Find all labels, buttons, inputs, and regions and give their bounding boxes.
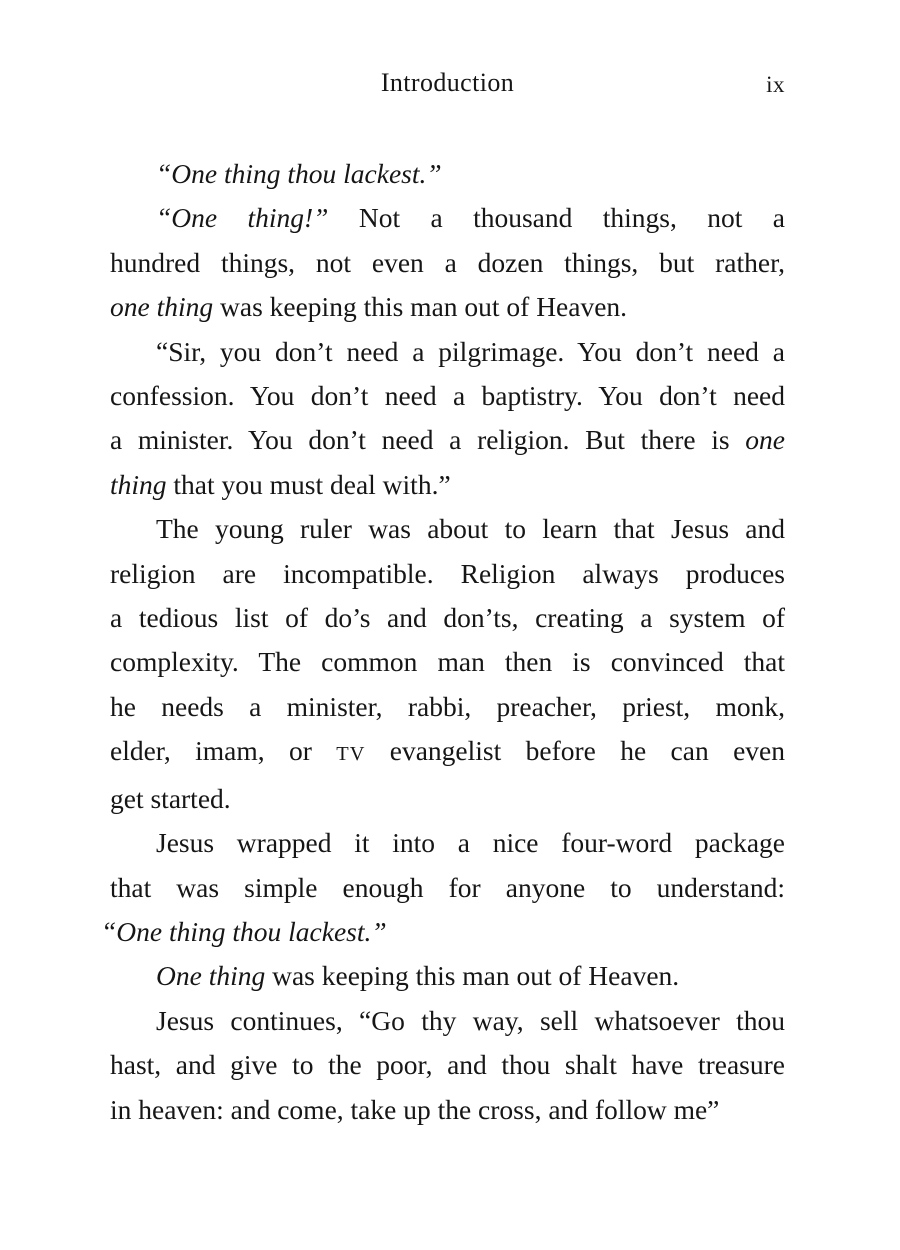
text-run: thing bbox=[110, 468, 167, 500]
paragraph bbox=[110, 196, 785, 329]
text-line bbox=[110, 729, 785, 776]
text-line bbox=[110, 640, 785, 684]
text-run: confession. You don’t need a baptistry. You don’t need bbox=[110, 380, 785, 412]
page-body bbox=[101, 152, 785, 1132]
text-line bbox=[110, 152, 785, 196]
page-number: ix bbox=[766, 72, 785, 97]
text-run: get started. bbox=[110, 782, 231, 814]
text-run: was keeping this man out of Heaven. bbox=[213, 291, 628, 323]
page-title: Introduction bbox=[380, 68, 515, 97]
paragraph bbox=[110, 999, 785, 1132]
text-run: a tedious list of do’s and don’ts, creating a system of bbox=[110, 602, 785, 634]
paragraph bbox=[110, 507, 785, 821]
text-run: “One thing!” bbox=[156, 202, 329, 234]
text-line bbox=[101, 910, 785, 954]
paragraph bbox=[110, 152, 785, 196]
text-line bbox=[110, 463, 785, 507]
text-run: elder, imam, or bbox=[110, 735, 337, 767]
paragraph bbox=[110, 954, 785, 998]
text-run: evangelist before he can even bbox=[365, 735, 785, 767]
text-line bbox=[110, 552, 785, 596]
text-run: that you must deal with.” bbox=[166, 468, 451, 500]
text-run: The young ruler was about to learn that Jesus and bbox=[156, 513, 785, 545]
text-line bbox=[110, 596, 785, 640]
text-line bbox=[110, 821, 785, 865]
text-run: Jesus wrapped it into a nice four-word package bbox=[156, 827, 785, 859]
text-run: “One thing thou lackest.” bbox=[156, 158, 442, 189]
text-line bbox=[110, 374, 785, 418]
paragraph bbox=[110, 330, 785, 508]
text-line bbox=[110, 954, 785, 998]
text-run: Not a thousand things, not a bbox=[328, 202, 785, 234]
text-run: one bbox=[745, 424, 785, 456]
text-run: One thing bbox=[156, 960, 266, 992]
text-run: complexity. The common man then is convinced that bbox=[110, 646, 785, 678]
page-header bbox=[110, 68, 785, 102]
text-run: a minister. You don’t need a religion. But there is bbox=[110, 424, 746, 456]
text-line bbox=[110, 285, 785, 329]
text-run: “Sir, you don’t need a pilgrimage. You don’t need a bbox=[156, 335, 785, 367]
text-line bbox=[110, 418, 785, 462]
text-run: Jesus continues, “Go thy way, sell whatsoever thou bbox=[156, 1004, 785, 1036]
text-line bbox=[110, 866, 785, 910]
text-line bbox=[110, 241, 785, 285]
text-run: religion are incompatible. Religion always produces bbox=[110, 557, 785, 589]
text-run: “One thing thou lackest.” bbox=[101, 915, 387, 947]
text-run: was keeping this man out of Heaven. bbox=[265, 960, 680, 992]
text-run: TV bbox=[336, 743, 366, 766]
text-line bbox=[110, 330, 785, 374]
text-run: he needs a minister, rabbi, preacher, priest, monk, bbox=[110, 690, 785, 722]
text-run: hast, and give to the poor, and thou shalt have treasure bbox=[110, 1049, 785, 1081]
text-line bbox=[110, 1043, 785, 1087]
text-line bbox=[110, 1088, 785, 1132]
text-line bbox=[110, 196, 785, 240]
text-line bbox=[110, 685, 785, 729]
text-line bbox=[110, 999, 785, 1043]
text-line bbox=[110, 507, 785, 551]
paragraph bbox=[101, 821, 785, 954]
text-run: hundred things, not even a dozen things, but rather, bbox=[110, 246, 785, 278]
text-run: in heaven: and come, take up the cross, and follow me” bbox=[110, 1093, 720, 1125]
text-run: that was simple enough for anyone to understand: bbox=[110, 871, 785, 903]
text-run: one thing bbox=[110, 291, 214, 323]
text-line bbox=[110, 777, 785, 821]
